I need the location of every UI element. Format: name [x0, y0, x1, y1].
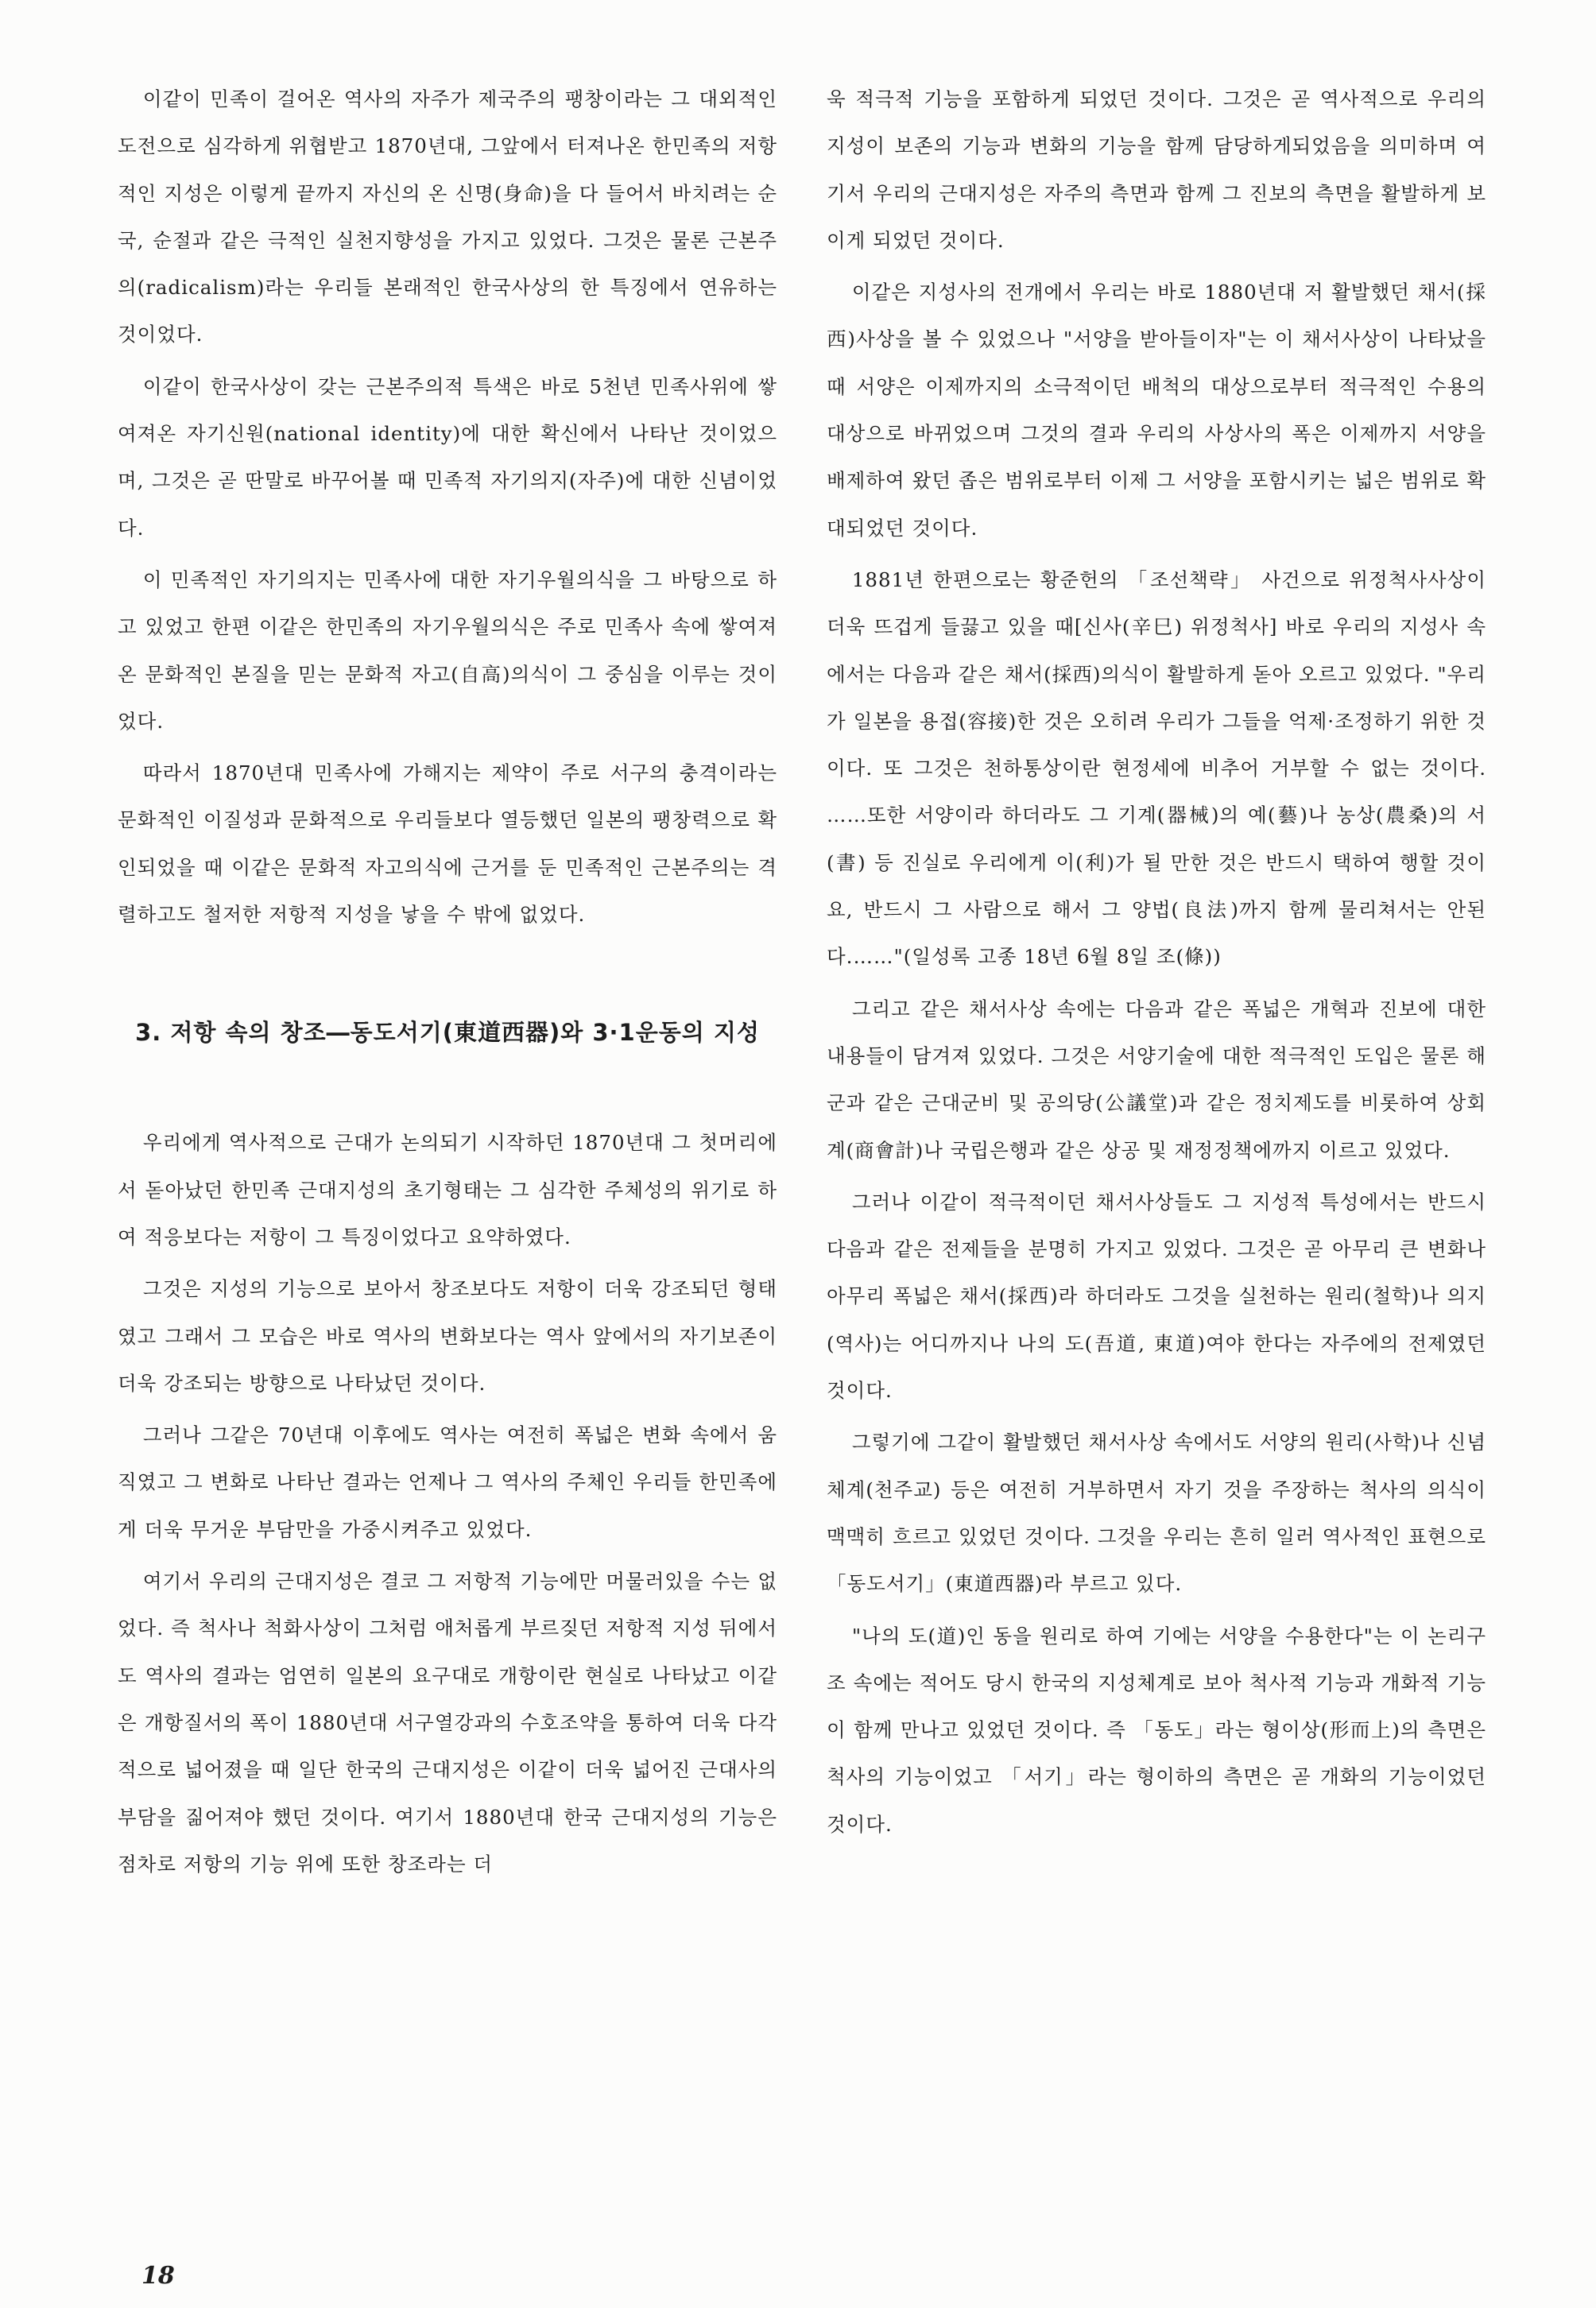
body-paragraph: 그러나 그같은 70년대 이후에도 역사는 여전히 폭넓은 변화 속에서 움직였고 그 변화로 나타난 결과는 언제나 그 역사의 주체인 우리들 한민족에게 더욱 무거운 부담만을 가중시켜주고 있었다. — [118, 1423, 777, 1541]
body-paragraph: 1881년 한편으로는 황준헌의 「조선책략」 사건으로 위정척사사상이 더욱 뜨겁게 들끓고 있을 때[신사(辛巳) 위정척사] 바로 우리의 지성사 속에서는 다음과 같은 채서(採西)의식이 활발하게 돋아 오르고 있었다. "우리가 일본을 용접(容接)한 것은 오히려 우리가 그들을 억제·조정하기 위한 것이다. 또 그것은 천하통상이란 현정세에 비추어 거부할 수 없는 것이다. ……또한 서양이라 하더라도 그 기계(器械)의 예(藝)나 농상(農桑)의 서(書) 등 진실로 우리에게 이(利)가 될 만한 것은 반드시 택하여 행할 것이요, 반드시 그 사람으로 해서 그 양법(良法)까지 함께 물리쳐서는 안된다.……"(일성록 고종 18년 6월 8일 조(條)) — [827, 567, 1486, 969]
body-paragraph: 여기서 우리의 근대지성은 결코 그 저항적 기능에만 머물러있을 수는 없었다. 즉 척사나 척화사상이 그처럼 애처롭게 부르짖던 저항적 지성 뒤에서도 역사의 결과는 엄연히 일본의 요구대로 개항이란 현실로 나타났고 이같은 개항질서의 폭이 1880년대 서구열강과의 수호조약을 통하여 더욱 다각적으로 넓어졌을 때 일단 한국의 근대지성은 이같이 더욱 넓어진 근대사의 부담을 짊어져야 했던 것이다. 여기서 1880년대 한국 근대지성의 기능은 점차로 저항의 기능 위에 또한 창조라는 더 — [118, 1570, 777, 1876]
page-number: 18 — [141, 2262, 175, 2290]
section-heading: 3. 저항 속의 창조―동도서기(東道西器)와 3·1운동의 지성 — [135, 1019, 760, 1047]
body-paragraph: 그러나 이같이 적극적이던 채서사상들도 그 지성적 특성에서는 반드시 다음과 같은 전제들을 분명히 가지고 있었다. 그것은 곧 아무리 큰 변화나 아무리 폭넓은 채서(採西)라 하더라도 그것을 실천하는 원리(철학)나 의지(역사)는 어디까지나 나의 도(吾道, 東道)여야 한다는 자주에의 전제였던 것이다. — [827, 1190, 1486, 1403]
body-paragraph: 따라서 1870년대 민족사에 가해지는 제약이 주로 서구의 충격이라는 문화적인 이질성과 문화적으로 우리들보다 열등했던 일본의 팽창력으로 확인되었을 때 이같은 문화적 자고의식에 근거를 둔 민족적인 근본주의는 격렬하고도 철저한 저항적 지성을 낳을 수 밖에 없었다. — [118, 761, 777, 927]
right-column — [827, 76, 1486, 1853]
body-paragraph: 이같이 한국사상이 갖는 근본주의적 특색은 바로 5천년 민족사위에 쌓여져온 자기신원(national identity)에 대한 확신에서 나타난 것이었으며, 그것은 곧 딴말로 바꾸어볼 때 민족적 자기의지(자주)에 대한 신념이었다. — [118, 374, 777, 540]
body-paragraph: 이 민족적인 자기의지는 민족사에 대한 자기우월의식을 그 바탕으로 하고 있었고 한편 이같은 한민족의 자기우월의식은 주로 민족사 속에 쌓여져온 문화적인 본질을 믿는 문화적 자고(自高)의식이 그 중심을 이루는 것이었다. — [118, 567, 777, 733]
left-column — [118, 76, 777, 1892]
body-paragraph-continued: 욱 적극적 기능을 포함하게 되었던 것이다. 그것은 곧 역사적으로 우리의 지성이 보존의 기능과 변화의 기능을 함께 담당하게되었음을 의미하며 여기서 우리의 근대지성은 자주의 측면과 함께 그 진보의 측면을 활발하게 보이게 되었던 것이다. — [827, 87, 1486, 252]
body-paragraph: "나의 도(道)인 동을 원리로 하여 기에는 서양을 수용한다"는 이 논리구조 속에는 적어도 당시 한국의 지성체계로 보아 척사적 기능과 개화적 기능이 함께 만나고 있었던 것이다. 즉 「동도」라는 형이상(形而上)의 측면은 척사의 기능이었고 「서기」라는 형이하의 측면은 곧 개화의 기능이었던 것이다. — [827, 1624, 1486, 1836]
body-paragraph: 우리에게 역사적으로 근대가 논의되기 시작하던 1870년대 그 첫머리에서 돋아났던 한민족 근대지성의 초기형태는 그 심각한 주체성의 위기로 하여 적응보다는 저항이 그 특징이었다고 요약하였다. — [118, 1131, 777, 1249]
body-paragraph: 그렇기에 그같이 활발했던 채서사상 속에서도 서양의 원리(사학)나 신념체계(천주교) 등은 여전히 거부하면서 자기 것을 주장하는 척사의 의식이 맥맥히 흐르고 있었던 것이다. 그것을 우리는 흔히 일러 역사적인 표현으로 「동도서기」(東道西器)라 부르고 있다. — [827, 1431, 1486, 1596]
body-paragraph: 이같은 지성사의 전개에서 우리는 바로 1880년대 저 활발했던 채서(採西)사상을 볼 수 있었으나 "서양을 받아들이자"는 이 채서사상이 나타났을 때 서양은 이제까지의 소극적이던 배척의 대상으로부터 적극적인 수용의 대상으로 바뀌었으며 그것의 결과 우리의 사상사의 폭은 이제까지 서양을 배제하여 왔던 좁은 범위로부터 이제 그 서양을 포함시키는 넓은 범위로 확대되었던 것이다. — [827, 281, 1486, 540]
body-paragraph: 그리고 같은 채서사상 속에는 다음과 같은 폭넓은 개혁과 진보에 대한 내용들이 담겨져 있었다. 그것은 서양기술에 대한 적극적인 도입은 물론 해군과 같은 근대군비 및 공의당(公議堂)과 같은 정치제도를 비롯하여 상회계(商會計)나 국립은행과 같은 상공 및 재정정책에까지 이르고 있었다. — [827, 997, 1486, 1162]
body-paragraph: 이같이 민족이 걸어온 역사의 자주가 제국주의 팽창이라는 그 대외적인 도전으로 심각하게 위협받고 1870년대, 그앞에서 터져나온 한민족의 저항적인 지성은 이렇게 끝까지 자신의 온 신명(身命)을 다 들어서 바치려는 순국, 순절과 같은 극적인 실천지향성을 가지고 있었다. 그것은 물론 근본주의(radicalism)라는 우리들 본래적인 한국사상의 한 특징에서 연유하는 것이었다. — [118, 87, 777, 347]
body-paragraph: 그것은 지성의 기능으로 보아서 창조보다도 저항이 더욱 강조되던 형태였고 그래서 그 모습은 바로 역사의 변화보다는 역사 앞에서의 자기보존이 더욱 강조되는 방향으로 나타났던 것이다. — [118, 1277, 777, 1395]
